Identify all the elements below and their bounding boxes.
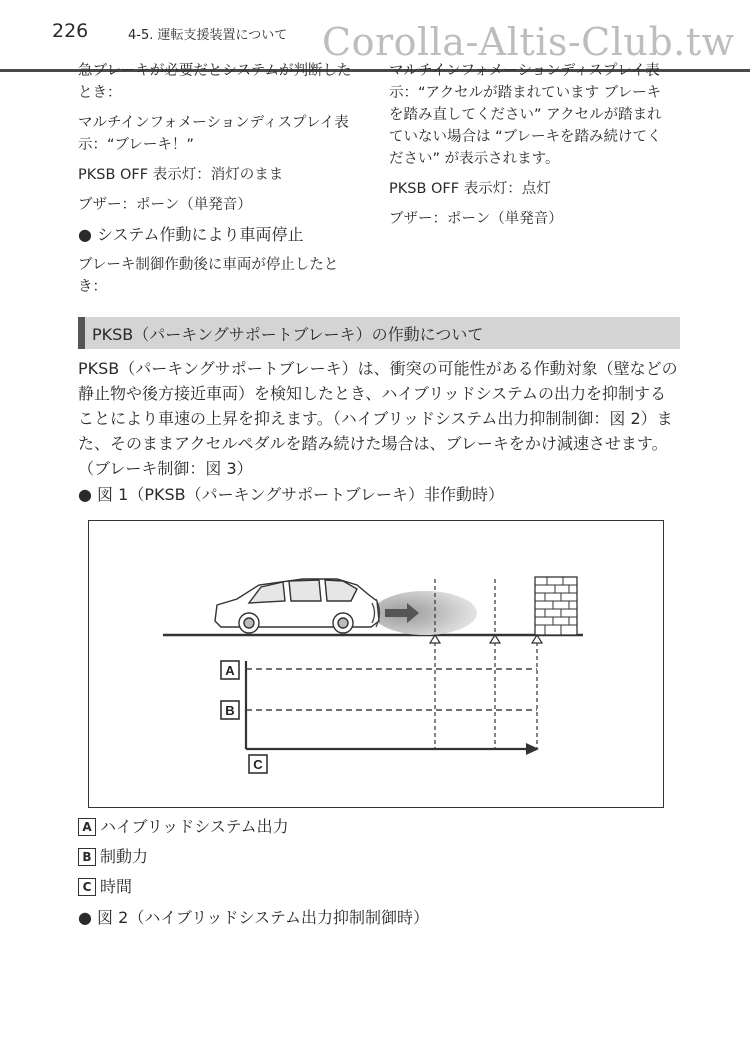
label-a: A	[225, 663, 235, 678]
left-text-3: PKSB OFF 表示灯：消灯のまま	[78, 167, 284, 183]
legend-text-a: ハイブリッドシステム出力	[100, 817, 289, 836]
legend-key-b: B	[78, 848, 96, 866]
wall-icon	[535, 577, 577, 635]
body-paragraph: PKSB（パーキングサポートブレーキ）は、衝突の可能性がある作動対象（壁などの静止物や後方接近車両）を検知したとき、ハイブリッドシステムの出力を抑制することにより車速の上昇を抑えます。（ハイブリッドシステム出力抑制制御：図 2）また、そのままアクセルペダルを踏み続けた場合は、ブレーキをかけ減速させます。（ブレーキ制御：図 3）	[78, 359, 678, 478]
car-icon	[215, 579, 379, 633]
legend-item-b	[78, 846, 148, 868]
left-text-2: マルチインフォメーションディスプレイ表示：“ブレーキ！”	[78, 115, 349, 153]
right-text-1: マルチインフォメーションディスプレイ表示：“アクセルが踏まれています ブレーキを踏み直してください” アクセルが踏まれていない場合は “ブレーキを踏み続けてください” が表示されます。	[389, 63, 662, 167]
legend-text-b: 制動力	[100, 847, 149, 866]
legend-text-c: 時間	[100, 877, 133, 896]
label-b: B	[225, 703, 235, 718]
left-text-1: 急ブレーキが必要だとシステムが判断したとき：	[78, 63, 352, 101]
legend-key-c: C	[78, 878, 96, 896]
legend-item-a	[78, 816, 289, 838]
legend-key-a: A	[78, 818, 96, 836]
legend-item-c	[78, 876, 132, 898]
figure2-caption: ● 図 2（ハイブリッドシステム出力抑制制御時）	[78, 908, 429, 927]
right-text-3: ブザー：ポーン（単発音）	[389, 211, 563, 227]
left-text-5: ブレーキ制御作動後に車両が停止したとき：	[78, 257, 339, 295]
page-number: 226	[52, 20, 89, 42]
section-heading-banner	[78, 317, 680, 349]
right-column	[389, 60, 674, 238]
banner-accent-bar	[78, 317, 85, 349]
watermark: Corolla-Altis-Club.tw	[322, 20, 735, 64]
left-text-4: ブザー：ポーン（単発音）	[78, 197, 252, 213]
right-text-2: PKSB OFF 表示灯：点灯	[389, 181, 551, 197]
section-title: 4-5. 運転支援装置について	[128, 28, 288, 43]
figure1-caption: ● 図 1（PKSB（パーキングサポートブレーキ）非作動時）	[78, 485, 504, 504]
page-header	[0, 18, 750, 64]
left-column	[78, 60, 363, 306]
figure1-illustration	[88, 520, 664, 808]
label-c: C	[253, 757, 263, 772]
section-heading: PKSB（パーキングサポートブレーキ）の作動について	[92, 325, 484, 344]
arrow-right-icon	[526, 743, 539, 755]
figure1-drawing	[89, 521, 665, 809]
left-bullet: ● システム作動により車両停止	[78, 225, 304, 244]
